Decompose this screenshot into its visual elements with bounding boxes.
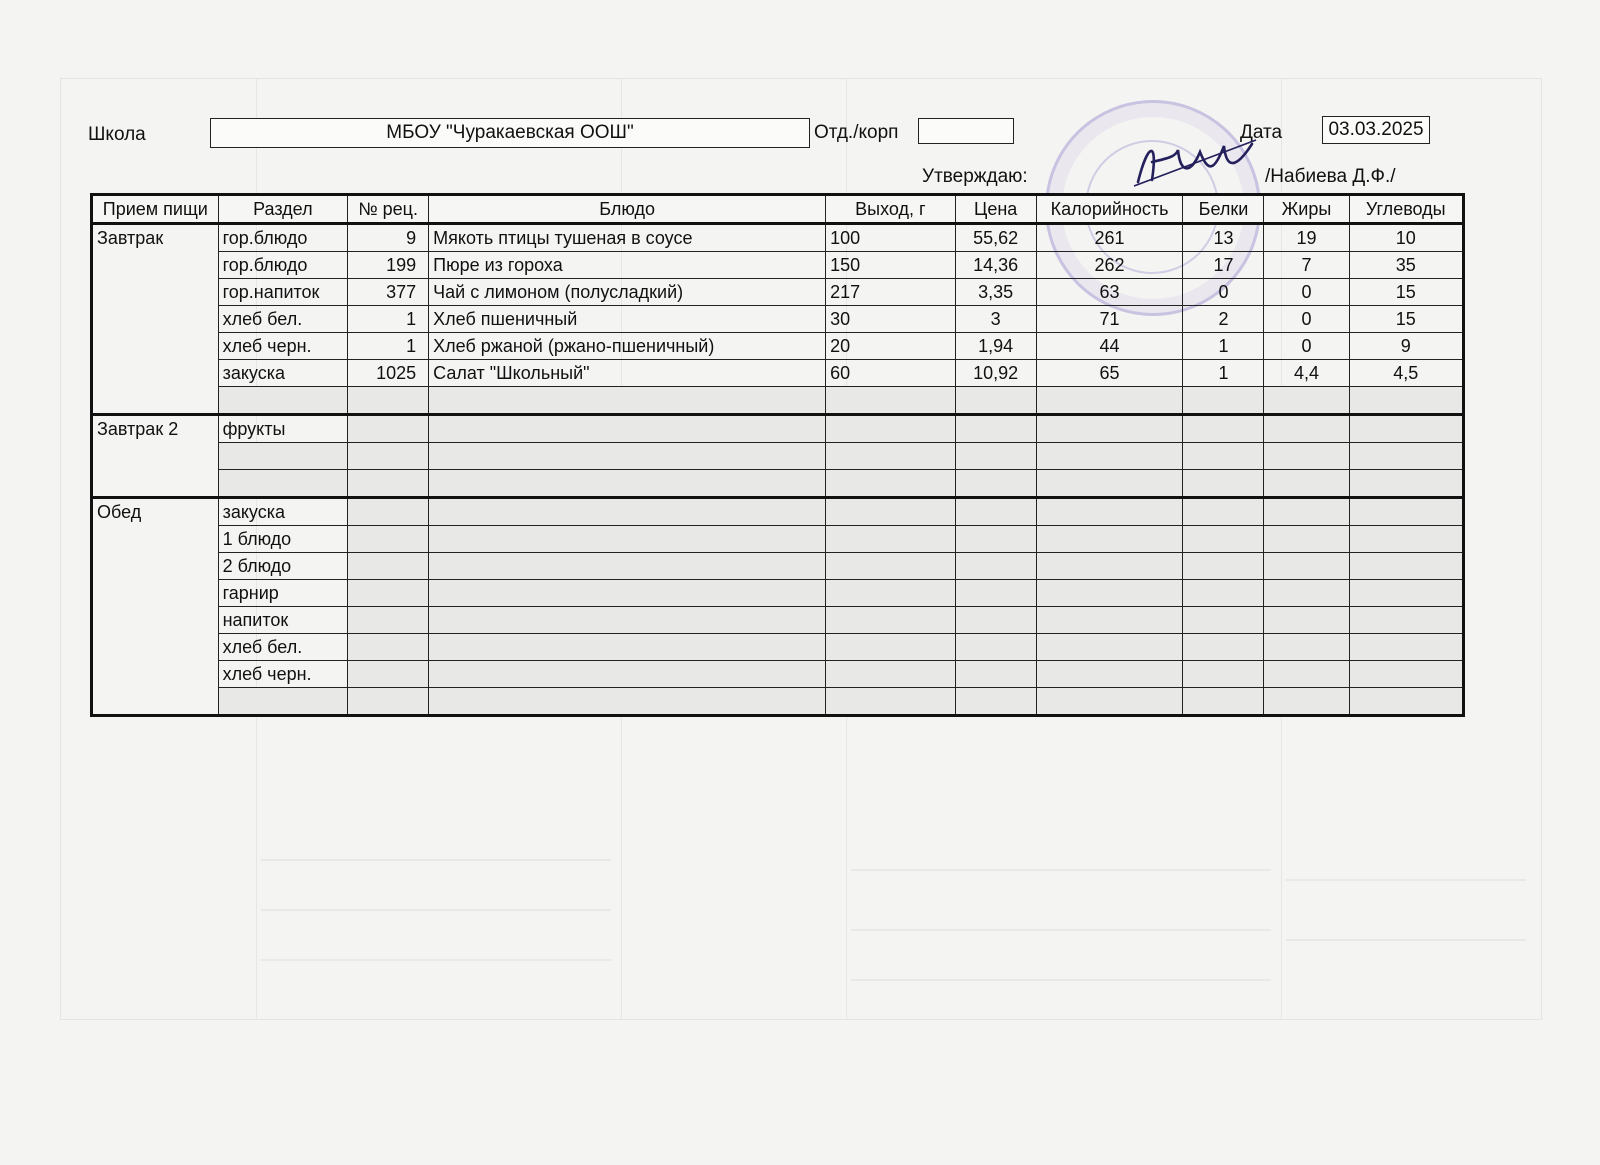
section-cell: фрукты: [218, 415, 348, 443]
calories-cell: 63: [1036, 279, 1183, 306]
calories-cell: 65: [1036, 360, 1183, 387]
school-label: Школа: [88, 124, 146, 145]
department-label: Отд./корп: [814, 122, 899, 143]
calories-cell: 262: [1036, 252, 1183, 279]
section-cell: закуска: [218, 498, 348, 526]
carbs-cell: 10: [1349, 224, 1463, 252]
protein-cell: 17: [1183, 252, 1264, 279]
table-row: [92, 387, 1464, 415]
column-header-yield: Выход, г: [826, 195, 956, 224]
carbs-cell: 35: [1349, 252, 1463, 279]
department-field: [918, 118, 1014, 144]
fat-cell: 0: [1264, 279, 1349, 306]
table-row: [92, 526, 1464, 553]
table-row: [92, 607, 1464, 634]
carbs-cell: 4,5: [1349, 360, 1463, 387]
date-label: Дата: [1240, 122, 1283, 143]
section-cell: хлеб черн.: [218, 333, 348, 360]
section-cell: хлеб бел.: [218, 306, 348, 333]
table-row: [92, 360, 1464, 387]
table-header-row: [92, 195, 1464, 224]
yield-cell: 30: [826, 306, 956, 333]
dish-cell: Пюре из гороха: [429, 252, 826, 279]
column-header-recipe: № рец.: [348, 195, 429, 224]
table-row: [92, 252, 1464, 279]
section-cell: закуска: [218, 360, 348, 387]
recipe-cell: 199: [348, 252, 429, 279]
fat-cell: 0: [1264, 333, 1349, 360]
protein-cell: 0: [1183, 279, 1264, 306]
meal-label-breakfast-2: Завтрак 2: [92, 415, 219, 443]
column-header-section: Раздел: [218, 195, 348, 224]
table-row: [92, 688, 1464, 716]
section-cell: 1 блюдо: [218, 526, 348, 553]
calories-cell: 261: [1036, 224, 1183, 252]
calories-cell: 71: [1036, 306, 1183, 333]
yield-cell: 20: [826, 333, 956, 360]
dish-cell: Хлеб пшеничный: [429, 306, 826, 333]
recipe-cell: 377: [348, 279, 429, 306]
column-header-dish: Блюдо: [429, 195, 826, 224]
meal-label-lunch: Обед: [92, 498, 219, 526]
price-cell: 1,94: [955, 333, 1036, 360]
column-header-carbs: Углеводы: [1349, 195, 1463, 224]
carbs-cell: 15: [1349, 306, 1463, 333]
yield-cell: 217: [826, 279, 956, 306]
dish-cell: Мякоть птицы тушеная в соусе: [429, 224, 826, 252]
table-row: [92, 279, 1464, 306]
dish-cell: Чай с лимоном (полусладкий): [429, 279, 826, 306]
fat-cell: 0: [1264, 306, 1349, 333]
section-cell: напиток: [218, 607, 348, 634]
column-header-fat: Жиры: [1264, 195, 1349, 224]
recipe-cell: 1025: [348, 360, 429, 387]
section-cell: [218, 688, 348, 716]
protein-cell: 2: [1183, 306, 1264, 333]
price-cell: 55,62: [955, 224, 1036, 252]
protein-cell: 13: [1183, 224, 1264, 252]
school-name-field: МБОУ "Чуракаевская ООШ": [210, 118, 810, 148]
menu-table: [90, 193, 1465, 717]
section-cell: [218, 443, 348, 470]
section-cell: 2 блюдо: [218, 553, 348, 580]
section-cell: гор.блюдо: [218, 252, 348, 279]
recipe-cell: 1: [348, 333, 429, 360]
price-cell: 10,92: [955, 360, 1036, 387]
section-cell: хлеб черн.: [218, 661, 348, 688]
section-cell: хлеб бел.: [218, 634, 348, 661]
price-cell: 3,35: [955, 279, 1036, 306]
dish-cell: Хлеб ржаной (ржано-пшеничный): [429, 333, 826, 360]
fat-cell: 7: [1264, 252, 1349, 279]
table-row: [92, 661, 1464, 688]
calories-cell: 44: [1036, 333, 1183, 360]
carbs-cell: 15: [1349, 279, 1463, 306]
yield-cell: 100: [826, 224, 956, 252]
protein-cell: 1: [1183, 333, 1264, 360]
price-cell: 14,36: [955, 252, 1036, 279]
column-header-protein: Белки: [1183, 195, 1264, 224]
column-header-calories: Калорийность: [1036, 195, 1183, 224]
table-row: [92, 333, 1464, 360]
signature-icon: [1130, 132, 1260, 192]
date-field: 03.03.2025: [1322, 116, 1430, 144]
meal-label-breakfast: Завтрак: [92, 224, 219, 252]
table-row: [92, 415, 1464, 443]
approver-name: /Набиева Д.Ф./: [1265, 166, 1396, 187]
section-cell: гор.напиток: [218, 279, 348, 306]
table-row: [92, 634, 1464, 661]
table-row: [92, 470, 1464, 498]
recipe-cell: 1: [348, 306, 429, 333]
table-row: [92, 498, 1464, 526]
carbs-cell: 9: [1349, 333, 1463, 360]
table-row: [92, 306, 1464, 333]
table-row: [92, 580, 1464, 607]
fat-cell: 4,4: [1264, 360, 1349, 387]
dish-cell: Салат "Школьный": [429, 360, 826, 387]
protein-cell: 1: [1183, 360, 1264, 387]
table-row: [92, 443, 1464, 470]
table-row: [92, 553, 1464, 580]
fat-cell: 19: [1264, 224, 1349, 252]
approve-label: Утверждаю:: [922, 166, 1028, 187]
section-cell: гарнир: [218, 580, 348, 607]
column-header-price: Цена: [955, 195, 1036, 224]
recipe-cell: 9: [348, 224, 429, 252]
table-row: [92, 224, 1464, 252]
yield-cell: 60: [826, 360, 956, 387]
section-cell: гор.блюдо: [218, 224, 348, 252]
column-header-meal: Прием пищи: [92, 195, 219, 224]
price-cell: 3: [955, 306, 1036, 333]
yield-cell: 150: [826, 252, 956, 279]
